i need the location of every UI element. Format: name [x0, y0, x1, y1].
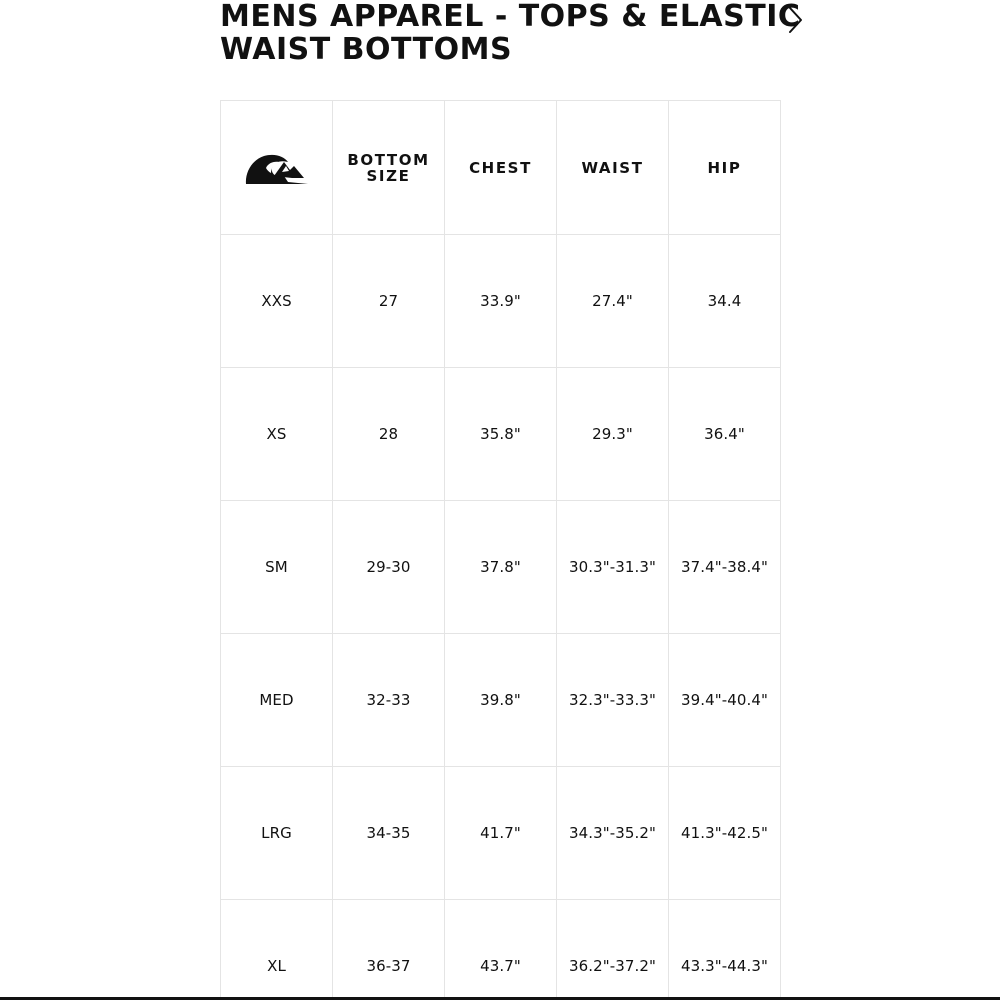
hip-cell: 41.3"-42.5" — [669, 767, 781, 900]
header-bottom-size — [333, 101, 445, 235]
header-bottom-size-line-1: BOTTOM — [347, 150, 430, 169]
page-title-line-1: MENS APPAREL - TOPS & ELASTIC — [220, 0, 801, 34]
quiksilver-logo-icon — [244, 150, 310, 186]
size-chart-table — [220, 100, 781, 1000]
chest-cell: 43.7" — [445, 900, 557, 1000]
table-row — [221, 900, 781, 1000]
chest-cell: 35.8" — [445, 368, 557, 501]
size-cell: SM — [221, 501, 333, 634]
waist-cell: 29.3" — [557, 368, 669, 501]
header-hip: HIP — [669, 101, 781, 235]
table-row — [221, 368, 781, 501]
size-cell: MED — [221, 634, 333, 767]
bottom-size-cell: 32-33 — [333, 634, 445, 767]
chest-cell: 33.9" — [445, 235, 557, 368]
chest-cell: 41.7" — [445, 767, 557, 900]
header-chest: CHEST — [445, 101, 557, 235]
size-cell: XS — [221, 368, 333, 501]
header-bottom-size-line-2: SIZE — [366, 166, 411, 185]
size-cell: XL — [221, 900, 333, 1000]
table-header-row — [221, 101, 781, 235]
chevron-right-icon[interactable] — [786, 4, 806, 36]
page-title-line-2: WAIST BOTTOMS — [220, 32, 513, 67]
table-row — [221, 634, 781, 767]
hip-cell: 36.4" — [669, 368, 781, 501]
table-row — [221, 501, 781, 634]
chest-cell: 39.8" — [445, 634, 557, 767]
hip-cell: 37.4"-38.4" — [669, 501, 781, 634]
waist-cell: 34.3"-35.2" — [557, 767, 669, 900]
hip-cell: 39.4"-40.4" — [669, 634, 781, 767]
hip-cell: 43.3"-44.3" — [669, 900, 781, 1000]
waist-cell: 32.3"-33.3" — [557, 634, 669, 767]
bottom-size-cell: 36-37 — [333, 900, 445, 1000]
size-cell: XXS — [221, 235, 333, 368]
table-row — [221, 235, 781, 368]
size-cell: LRG — [221, 767, 333, 900]
bottom-size-cell: 27 — [333, 235, 445, 368]
header-waist: WAIST — [557, 101, 669, 235]
chest-cell: 37.8" — [445, 501, 557, 634]
hip-cell: 34.4 — [669, 235, 781, 368]
bottom-size-cell: 29-30 — [333, 501, 445, 634]
waist-cell: 36.2"-37.2" — [557, 900, 669, 1000]
table-row — [221, 767, 781, 900]
page-title — [220, 0, 801, 67]
waist-cell: 27.4" — [557, 235, 669, 368]
bottom-size-cell: 34-35 — [333, 767, 445, 900]
logo-header-cell — [221, 101, 333, 235]
waist-cell: 30.3"-31.3" — [557, 501, 669, 634]
bottom-size-cell: 28 — [333, 368, 445, 501]
